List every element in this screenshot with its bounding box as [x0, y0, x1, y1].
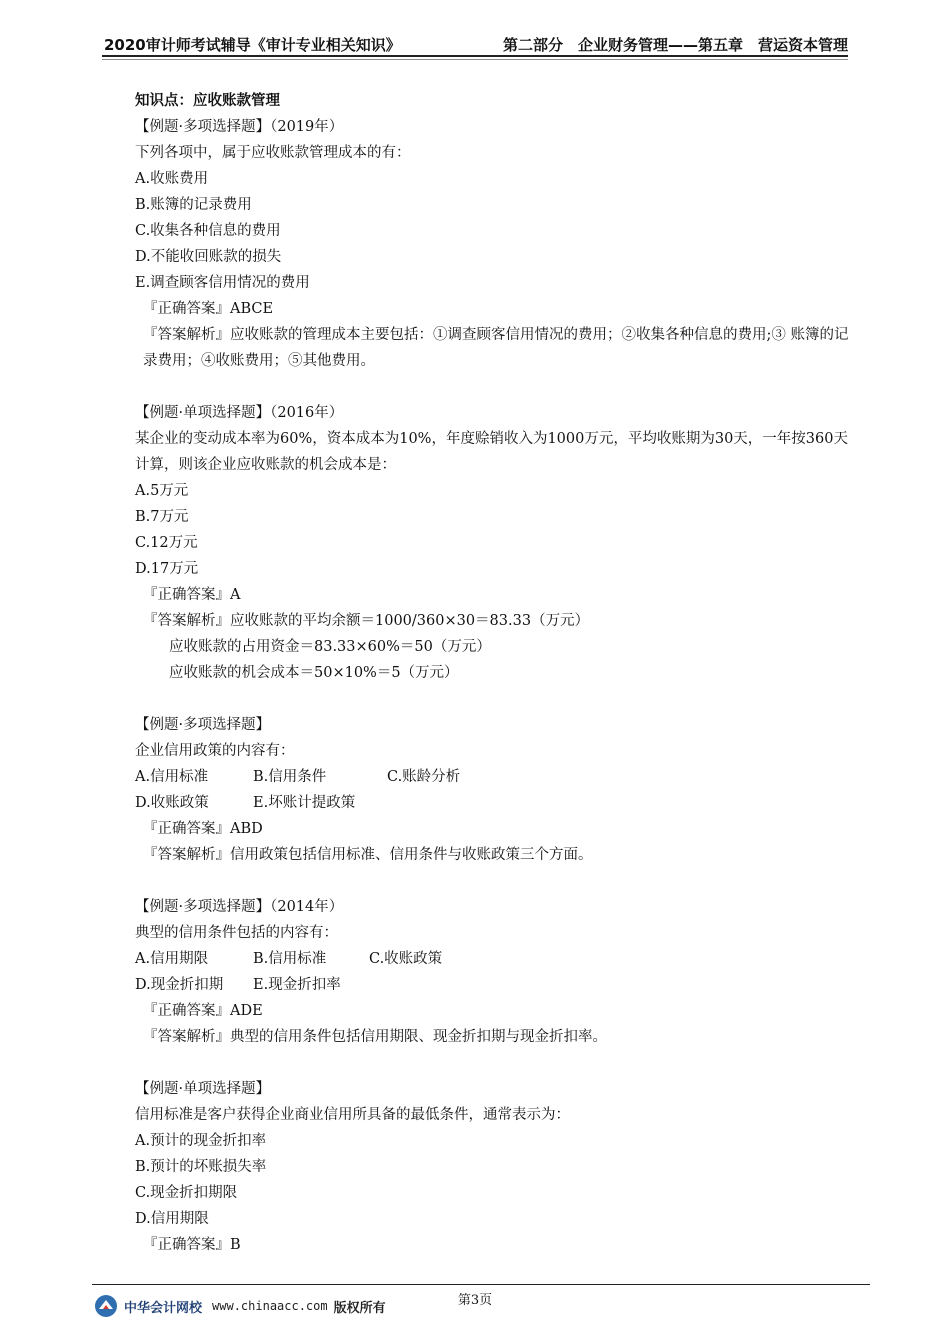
question-tag: 【例题·单项选择题】（2016年） — [135, 405, 344, 421]
document-body — [135, 88, 855, 1258]
option: D.收账政策 — [135, 795, 209, 811]
option: A.信用期限 — [135, 951, 209, 967]
question-stem: 下列各项中，属于应收账款管理成本的有： — [135, 145, 411, 161]
header-rule-thin — [102, 59, 848, 60]
option: A.5万元 — [135, 483, 189, 499]
option: A.信用标准 — [135, 769, 209, 785]
answer: 『正确答案』A — [143, 587, 241, 603]
option: A.预计的现金折扣率 — [135, 1133, 267, 1149]
analysis: 『答案解析』信用政策包括信用标准、信用条件与收账政策三个方面。 — [143, 847, 593, 863]
section-title: 知识点：应收账款管理 — [135, 93, 280, 109]
option-row — [135, 764, 855, 790]
option-row — [135, 946, 855, 972]
answer: 『正确答案』B — [143, 1237, 241, 1253]
copyright: 版权所有 — [333, 1300, 386, 1316]
header-chapter: 第二部分 企业财务管理——第五章 营运资本管理 — [502, 36, 848, 54]
option: D.不能收回账款的损失 — [135, 249, 282, 265]
option: C.账龄分析 — [387, 769, 461, 785]
header-rule — [102, 55, 848, 57]
option-row — [135, 790, 855, 816]
option: B.账簿的记录费用 — [135, 197, 252, 213]
option: B.信用标准 — [253, 951, 327, 967]
footer-brand — [94, 1292, 386, 1320]
page-number: 第3页 — [457, 1293, 493, 1308]
answer: 『正确答案』ADE — [143, 1003, 263, 1019]
analysis: 『答案解析』应收账款的平均余额＝1000/360×30＝83.33（万元） — [143, 613, 590, 629]
option: C.收账政策 — [369, 951, 443, 967]
option: E.坏账计提政策 — [253, 795, 356, 811]
header-title: 2020审计师考试辅导《审计专业相关知识》 — [104, 36, 401, 54]
answer: 『正确答案』ABD — [143, 821, 263, 837]
chinaacc-logo-icon — [94, 1294, 118, 1318]
question-stem: 典型的信用条件包括的内容有： — [135, 925, 338, 941]
question-stem: 某企业的变动成本率为60%，资本成本为10%，年度赊销收入为1000万元，平均收账期为30天，一年按360天计算，则该企业应收账款的机会成本是： — [135, 431, 848, 473]
question-stem: 信用标准是客户获得企业商业信用所具备的最低条件，通常表示为： — [135, 1107, 570, 1123]
option: B.预计的坏账损失率 — [135, 1159, 267, 1175]
question-tag: 【例题·多项选择题】 — [135, 717, 271, 733]
option: D.现金折扣期 — [135, 977, 224, 993]
question-tag: 【例题·单项选择题】 — [135, 1081, 271, 1097]
option: E.调查顾客信用情况的费用 — [135, 275, 310, 291]
brand-name: 中华会计网校 — [124, 1300, 203, 1316]
option: A.收账费用 — [135, 171, 209, 187]
option: C.12万元 — [135, 535, 198, 551]
brand-url: www.chinaacc.com — [212, 1299, 328, 1313]
analysis-line: 应收账款的占用资金＝83.33×60%＝50（万元） — [169, 639, 491, 655]
analysis-line: 应收账款的机会成本＝50×10%＝5（万元） — [169, 665, 459, 681]
option: B.7万元 — [135, 509, 189, 525]
question-tag: 【例题·多项选择题】（2019年） — [135, 119, 344, 135]
answer: 『正确答案』ABCE — [143, 301, 274, 317]
option: C.现金折扣期限 — [135, 1185, 238, 1201]
page-header — [102, 30, 848, 56]
footer-rule — [92, 1284, 870, 1285]
option: B.信用条件 — [253, 769, 327, 785]
option: D.信用期限 — [135, 1211, 209, 1227]
option: C.收集各种信息的费用 — [135, 223, 281, 239]
question-stem: 企业信用政策的内容有： — [135, 743, 295, 759]
analysis: 『答案解析』应收账款的管理成本主要包括：①调查顾客信用情况的费用；②收集各种信息的费用;③ 账簿的记录费用；④收账费用；⑤其他费用。 — [143, 327, 849, 369]
option: E.现金折扣率 — [253, 977, 341, 993]
option-row — [135, 972, 855, 998]
option: D.17万元 — [135, 561, 199, 577]
question-tag: 【例题·多项选择题】（2014年） — [135, 899, 344, 915]
analysis: 『答案解析』典型的信用条件包括信用期限、现金折扣期与现金折扣率。 — [143, 1029, 607, 1045]
